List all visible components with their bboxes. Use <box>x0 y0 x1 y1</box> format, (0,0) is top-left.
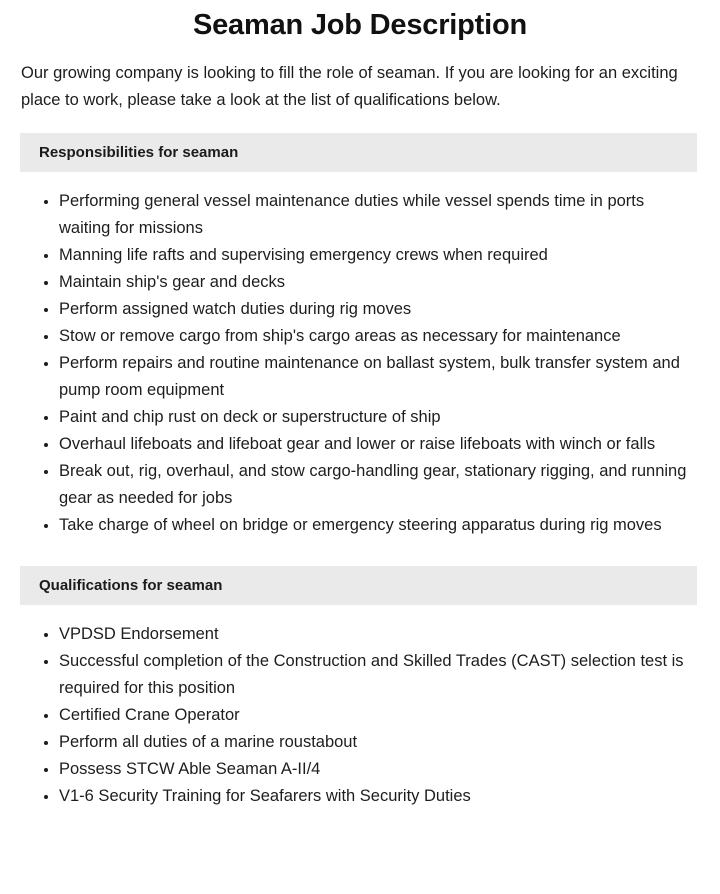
section-responsibilities <box>0 133 720 539</box>
list-item: Paint and chip rust on deck or superstructure of ship <box>0 404 698 431</box>
section-heading-text: Responsibilities for seaman <box>39 144 239 161</box>
list-item: Overhaul lifeboats and lifeboat gear and lower or raise lifeboats with winch or falls <box>0 431 698 458</box>
page-title: Seaman Job Description <box>192 9 528 41</box>
responsibilities-list <box>0 188 720 539</box>
list-item: Perform repairs and routine maintenance on ballast system, bulk transfer system and pump room equipment <box>0 350 698 404</box>
list-item: Manning life rafts and supervising emergency crews when required <box>0 242 698 269</box>
list-item: Perform all duties of a marine roustabout <box>0 729 698 756</box>
section-qualifications <box>0 566 720 810</box>
list-item: Certified Crane Operator <box>0 702 698 729</box>
section-heading-text: Qualifications for seaman <box>39 577 223 594</box>
list-item: Maintain ship's gear and decks <box>0 269 698 296</box>
list-item: VPDSD Endorsement <box>0 621 698 648</box>
list-item: Performing general vessel maintenance duties while vessel spends time in ports waiting for missions <box>0 188 698 242</box>
list-item: Perform assigned watch duties during rig moves <box>0 296 698 323</box>
list-item: Stow or remove cargo from ship's cargo areas as necessary for maintenance <box>0 323 698 350</box>
intro-paragraph: Our growing company is looking to fill the role of seaman. If you are looking for an exciting place to work, please take a look at the list of qualifications below. <box>21 64 678 109</box>
list-item: Possess STCW Able Seaman A-II/4 <box>0 756 698 783</box>
section-header-responsibilities <box>20 133 697 172</box>
list-item: V1-6 Security Training for Seafarers with Security Duties <box>0 783 698 810</box>
list-item: Successful completion of the Construction and Skilled Trades (CAST) selection test is required for this position <box>0 648 698 702</box>
list-item: Take charge of wheel on bridge or emergency steering apparatus during rig moves <box>0 512 698 539</box>
qualifications-list <box>0 621 720 810</box>
list-item: Break out, rig, overhaul, and stow cargo-handling gear, stationary rigging, and running gear as needed for jobs <box>0 458 698 512</box>
section-header-qualifications <box>20 566 697 605</box>
